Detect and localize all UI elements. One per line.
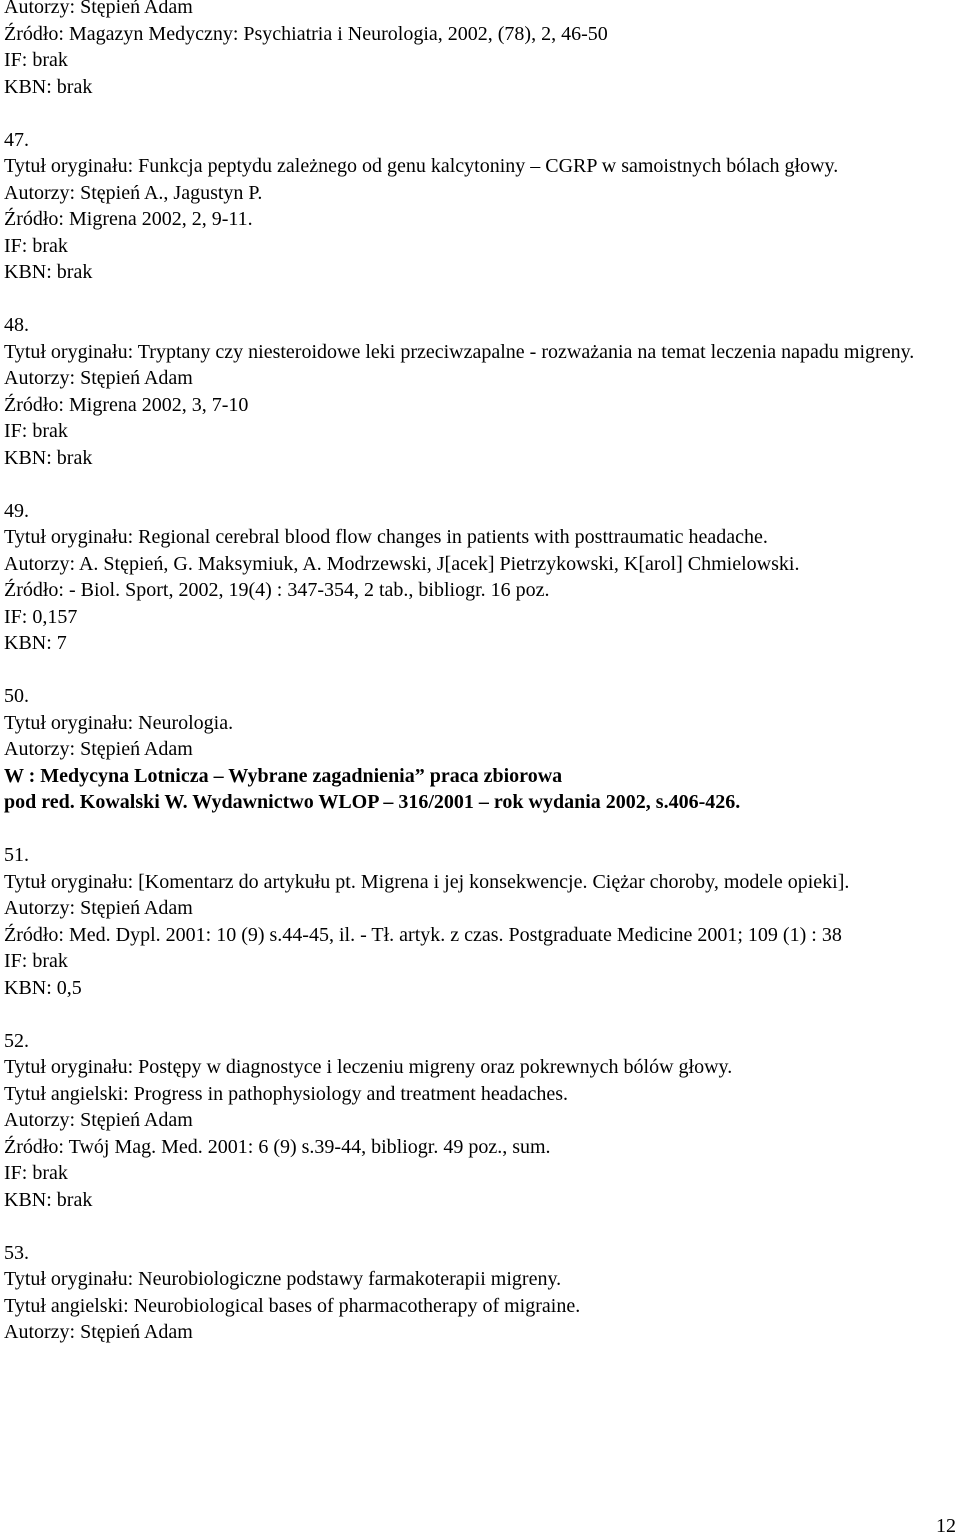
- entry-47-kbn: KBN: brak: [4, 261, 93, 283]
- entry-53-title-english: Tytuł angielski: Neurobiological bases of pharmacotherapy of migraine.: [4, 1294, 581, 1317]
- entry-47-if: IF: brak: [4, 234, 68, 257]
- top-authors: Autorzy: Stępień Adam: [4, 0, 193, 18]
- entry-49-title: Tytuł oryginału: Regional cerebral blood flow changes in patients with posttraumatic headache.: [4, 526, 768, 548]
- entry-48-source: Źródło: Migrena 2002, 3, 7-10: [4, 393, 249, 416]
- entry-49-kbn: KBN: 7: [4, 632, 67, 654]
- entry-47-source: Źródło: Migrena 2002, 2, 9-11.: [4, 208, 253, 230]
- entry-52-title-english: Tytuł angielski: Progress in pathophysiology and treatment headaches.: [4, 1082, 569, 1105]
- entry-49-source: Źródło: - Biol. Sport, 2002, 19(4) : 347-354, 2 tab., bibliogr. 16 poz.: [4, 579, 550, 601]
- entry-52-source: Źródło: Twój Mag. Med. 2001: 6 (9) s.39-44, bibliogr. 49 poz., sum.: [4, 1135, 551, 1158]
- entry-52-title: Tytuł oryginału: Postępy w diagnostyce i leczeniu migreny oraz pokrewnych bólów głowy.: [4, 1056, 733, 1078]
- document-body: [4, 0, 956, 1346]
- entry-53-title: Tytuł oryginału: Neurobiologiczne podstawy farmakoterapii migreny.: [4, 1268, 562, 1290]
- entry-47-number: 47.: [4, 128, 29, 151]
- entry-49-if: IF: 0,157: [4, 605, 78, 628]
- entry-49-authors: Autorzy: A. Stępień, G. Maksymiuk, A. Modrzewski, J[acek] Pietrzykowski, K[arol] Chmielowski.: [4, 552, 800, 575]
- entry-51-authors: Autorzy: Stępień Adam: [4, 897, 193, 919]
- entry-48-kbn: KBN: brak: [4, 446, 93, 469]
- entry-52-if: IF: brak: [4, 1162, 68, 1184]
- entry-50-publication-line-2: pod red. Kowalski W. Wydawnictwo WLOP – 316/2001 – rok wydania 2002, s.406-426.: [4, 791, 741, 813]
- top-source: Źródło: Magazyn Medyczny: Psychiatria i Neurologia, 2002, (78), 2, 46-50: [4, 22, 608, 45]
- entry-53-number: 53.: [4, 1241, 29, 1264]
- entry-52-number: 52.: [4, 1029, 29, 1052]
- entry-50-number: 50.: [4, 685, 29, 707]
- entry-47-title: Tytuł oryginału: Funkcja peptydu zależnego od genu kalcytoniny – CGRP w samoistnych bólach głowy.: [4, 155, 839, 177]
- entry-50-title: Tytuł oryginału: Neurologia.: [4, 711, 234, 734]
- entry-50-authors: Autorzy: Stępień Adam: [4, 738, 193, 760]
- entry-51-number: 51.: [4, 844, 29, 866]
- page-number: 12: [936, 1515, 956, 1537]
- entry-47-authors: Autorzy: Stępień A., Jagustyn P.: [4, 181, 263, 204]
- top-kbn: KBN: brak: [4, 75, 93, 98]
- entry-51-title: Tytuł oryginału: [Komentarz do artykułu pt. Migrena i jej konsekwencje. Ciężar choroby, modele opieki].: [4, 870, 850, 893]
- top-if: IF: brak: [4, 49, 68, 71]
- entry-48-title: Tytuł oryginału: Tryptany czy niesteroidowe leki przeciwzapalne - rozważania na temat leczenia napadu migreny.: [4, 340, 915, 363]
- entry-48-if: IF: brak: [4, 420, 68, 442]
- entry-49-number: 49.: [4, 499, 29, 522]
- entry-52-kbn: KBN: brak: [4, 1188, 93, 1211]
- entry-48-authors: Autorzy: Stępień Adam: [4, 367, 193, 389]
- entry-48-number: 48.: [4, 314, 29, 336]
- entry-50-publication-line-1: W : Medycyna Lotnicza – Wybrane zagadnienia” praca zbiorowa: [4, 764, 563, 787]
- entry-51-kbn: KBN: 0,5: [4, 976, 82, 999]
- entry-53-authors: Autorzy: Stępień Adam: [4, 1321, 193, 1343]
- entry-51-if: IF: brak: [4, 950, 68, 972]
- entry-51-source: Źródło: Med. Dypl. 2001: 10 (9) s.44-45, il. - Tł. artyk. z czas. Postgraduate Medicine 2001; 109 (1) : 38: [4, 923, 842, 946]
- entry-52-authors: Autorzy: Stępień Adam: [4, 1109, 193, 1131]
